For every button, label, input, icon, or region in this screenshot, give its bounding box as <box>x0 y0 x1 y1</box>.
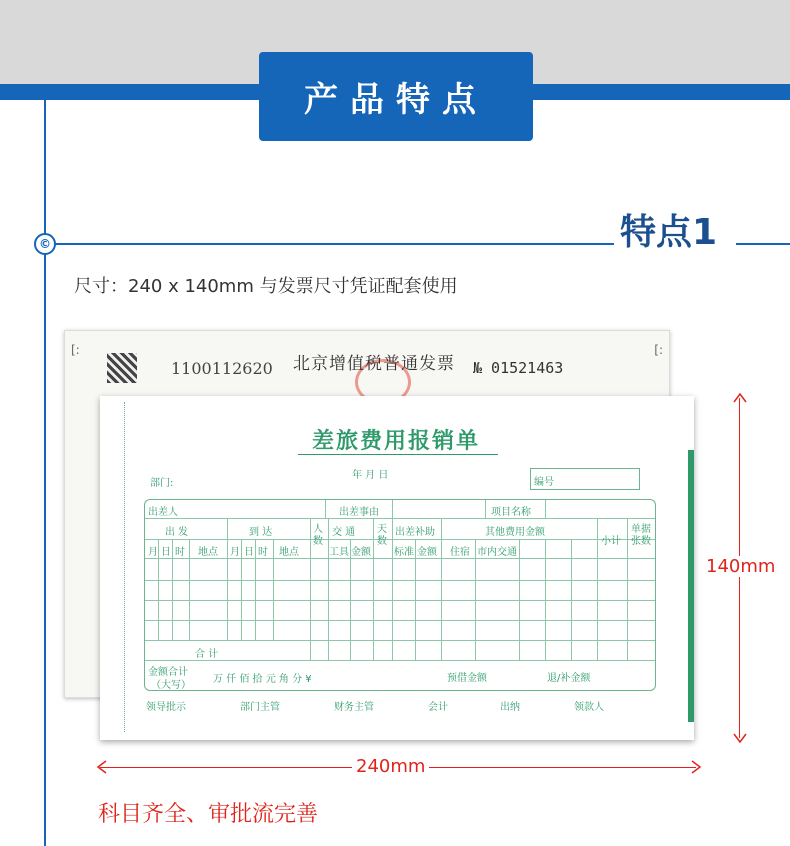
invoice-code: 1100112620 <box>171 359 273 378</box>
arrive-header: 到 达 <box>249 527 273 538</box>
subheader-hour: 时 <box>258 547 268 558</box>
signature-cashier: 出纳 <box>500 702 520 713</box>
people-header: 人数 <box>313 524 323 547</box>
expense-form <box>100 396 694 740</box>
vertical-rule <box>44 100 46 846</box>
width-label: 240mm <box>352 756 429 777</box>
days-header: 天数 <box>377 524 387 547</box>
transport-header: 交 通 <box>332 527 356 538</box>
form-grid <box>144 499 656 691</box>
amount-units: 万 仟 佰 拾 元 角 分 ¥ <box>213 674 312 685</box>
signature-dept: 部门主管 <box>240 702 280 713</box>
traveler-label: 出差人 <box>148 507 178 518</box>
project-label: 项目名称 <box>491 507 531 518</box>
date-labels: 年 月 日 <box>352 470 389 481</box>
subtotal-header: 小计 <box>601 536 621 547</box>
amount-label: 金额合计 <box>148 667 188 678</box>
prepaid-label: 预借金额 <box>447 673 487 684</box>
invoice-number: № 01521463 <box>473 359 564 377</box>
subheader-place: 地点 <box>279 547 299 558</box>
signature-recipient: 领款人 <box>574 702 604 713</box>
total-label: 合 计 <box>195 649 219 660</box>
subheader-month: 月 <box>230 547 240 558</box>
copyright-icon: © <box>34 233 56 255</box>
subsidy-header: 出差补助 <box>395 527 435 538</box>
signature-accountant: 会计 <box>428 702 448 713</box>
binding-line <box>124 402 125 732</box>
subheader-amount: 金额 <box>351 547 371 558</box>
feature-caption: 科目齐全、审批流完善 <box>98 802 319 827</box>
receipts-header: 单据张数 <box>631 524 651 547</box>
feature-rule-left <box>54 243 614 245</box>
amount-sub: （大写） <box>151 680 191 691</box>
section-title: 产品特点 <box>259 52 533 141</box>
subheader-tool: 工具 <box>329 547 349 558</box>
subheader-standard: 标准 <box>394 547 414 558</box>
subheader-amount: 金额 <box>417 547 437 558</box>
serial-label: 编号 <box>534 477 554 488</box>
invoice-title: 北京增值税普通发票 <box>293 354 455 374</box>
depart-header: 出 发 <box>165 527 189 538</box>
size-description: 尺寸：240 x 140mm 与发票尺寸凭证配套使用 <box>74 276 458 297</box>
title-underline <box>298 454 498 455</box>
subheader-lodging: 住宿 <box>450 547 470 558</box>
qr-code <box>107 353 137 383</box>
height-label: 140mm <box>706 556 776 577</box>
signature-leader: 领导批示 <box>146 702 186 713</box>
signature-finance: 财务主管 <box>334 702 374 713</box>
feature-title: 特点1 <box>620 212 718 253</box>
subheader-local-transport: 市内交通 <box>477 547 517 558</box>
subheader-day: 日 <box>244 547 254 558</box>
subheader-place: 地点 <box>198 547 218 558</box>
department-label: 部门: <box>150 478 174 489</box>
feature-rule-right <box>736 243 790 245</box>
subheader-month: 月 <box>148 547 158 558</box>
corner-mark: [: <box>654 343 663 357</box>
subheader-hour: 时 <box>175 547 185 558</box>
reason-label: 出差事由 <box>339 507 379 518</box>
serial-box <box>530 468 640 490</box>
refund-label: 退/补金额 <box>547 673 591 684</box>
other-header: 其他费用金额 <box>485 527 545 538</box>
corner-mark: [: <box>71 343 80 357</box>
form-title: 差旅费用报销单 <box>312 428 481 454</box>
subheader-day: 日 <box>161 547 171 558</box>
form-edge-bar <box>688 450 694 722</box>
